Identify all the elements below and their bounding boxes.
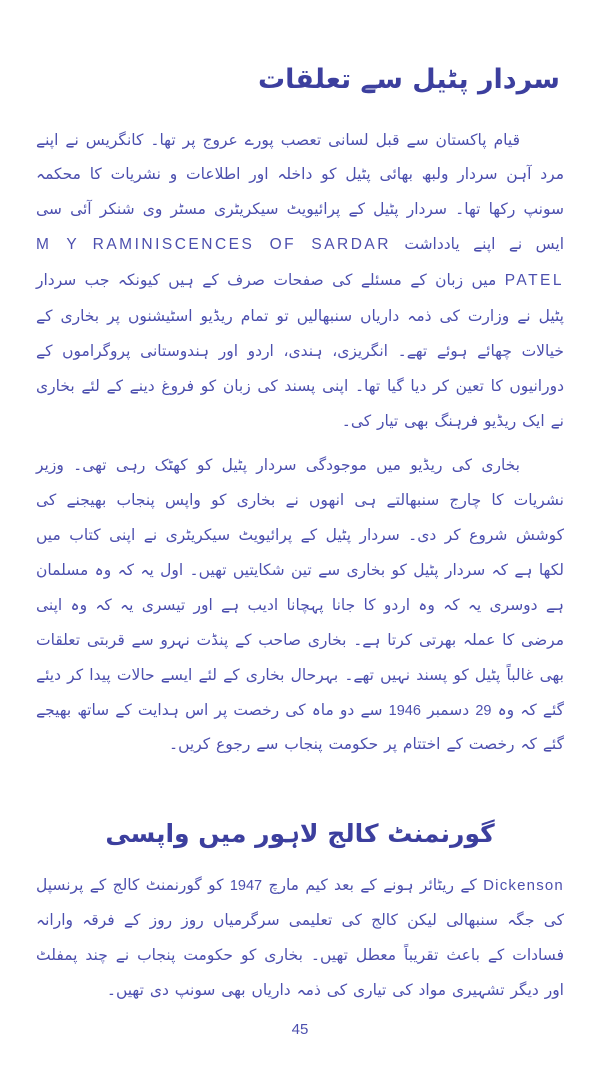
- book-title-reminiscences: RAMINISCENCES OF SARDAR PATEL: [92, 236, 564, 289]
- initials-my: M Y: [36, 236, 80, 254]
- name-dickenson: Dickenson: [483, 877, 564, 895]
- section-body-relations: [36, 123, 564, 763]
- paragraph: [36, 448, 564, 762]
- paragraph-segment: سے دو ماہ کی رخصت پر اس ہدایت کے ساتھ بھیجے گئے کہ رخصت کے اختتام پر حکومت پنجاب سے رجوع کریں۔: [36, 700, 564, 754]
- section-heading-relations: سردار پٹیل سے تعلقات: [258, 64, 560, 95]
- page-number: 45: [291, 1021, 309, 1038]
- paragraph: [36, 123, 564, 439]
- paragraph-segment: دسمبر: [427, 700, 470, 719]
- paragraph-segment: بخاری کی ریڈیو میں موجودگی سردار پٹیل کو کھٹک رہی تھی۔ وزیر نشریات کا چارج سنبھالتے ہی انھوں نے بخاری کو واپس پنجاب بھیجنے کی کوشش شروع کر دی۔ سردار پٹیل کے پرائیویٹ سیکریٹری نے اپنی کتاب میں لکھا ہے کہ سردار پٹیل کو بخاری سے تین شکایتیں تھیں۔ اول یہ کہ وہ مسلمان ہے دوسری یہ کہ وہ اردو کا جانا پہچانا ادیب ہے اور تیسری یہ کہ وہ اپنی مرضی کا عملہ بھرتی کرتا ہے۔ بخاری صاحب کے پنڈت نہرو سے قربتی تعلقات بھی غالباً پٹیل کو پسند نہیں تھے۔ بہرحال بخاری کے لئے ایسے حالات پیدا کر دیئے گئے کہ وہ: [36, 456, 565, 719]
- date-day: 29: [475, 702, 492, 719]
- paragraph-segment: کے ریٹائر ہونے کے بعد کیم مارچ: [268, 876, 477, 895]
- paragraph-segment: کو گورنمنٹ کالج کے پرنسپل کی جگہ سنبھالی لیکن کالج کی تعلیمی سرگرمیاں روز روز کے فرقہ وارانہ فسادات کے باعث تقریباً معطل تھیں۔ بخاری کو حکومت پنجاب نے چند پمفلٹ اور دیگر تشہیری مواد کی تیاری کی ذمہ داریاں بھی سونپ دی تھیں۔: [36, 876, 564, 999]
- paragraph: [36, 868, 564, 1008]
- date-year-1946: 1946: [388, 702, 421, 719]
- date-year-1947: 1947: [229, 878, 263, 895]
- section-body-return-to-college: [36, 868, 564, 1008]
- section-heading-return-to-college: گورنمنٹ کالج لاہور میں واپسی: [105, 819, 495, 849]
- paragraph-segment: میں زبان کے مسئلے کی صفحات صرف کے ہیں کیونکہ جب سردار پٹیل نے وزارت کی ذمہ داریاں سنبھالیں تو تمام ریڈیو اسٹیشنوں پر بخاری کے خیالات چھائے ہوئے تھے۔ انگریزی، ہندی، اردو اور ہندوستانی پروگراموں کے دورانیوں کا تعین کر دیا گیا تھا۔ اپنی پسند کی زبان کو فروغ دینے کے لئے بخاری نے ایک ریڈیو فرہنگ بھی تیار کی۔: [36, 271, 564, 430]
- paragraph-segment: قیام پاکستان سے قبل لسانی تعصب پورے عروج پر تھا۔ کانگریس نے اپنے مرد آہن سردار ولبھ بھائی پٹیل کو داخلہ اور اطلاعات و نشریات کا محکمہ سونپ رکھا تھا۔ سردار پٹیل کے پرائیویٹ سیکریٹری مسٹر وی شنکر آئی سی ایس نے اپنے یادداشت: [36, 130, 564, 254]
